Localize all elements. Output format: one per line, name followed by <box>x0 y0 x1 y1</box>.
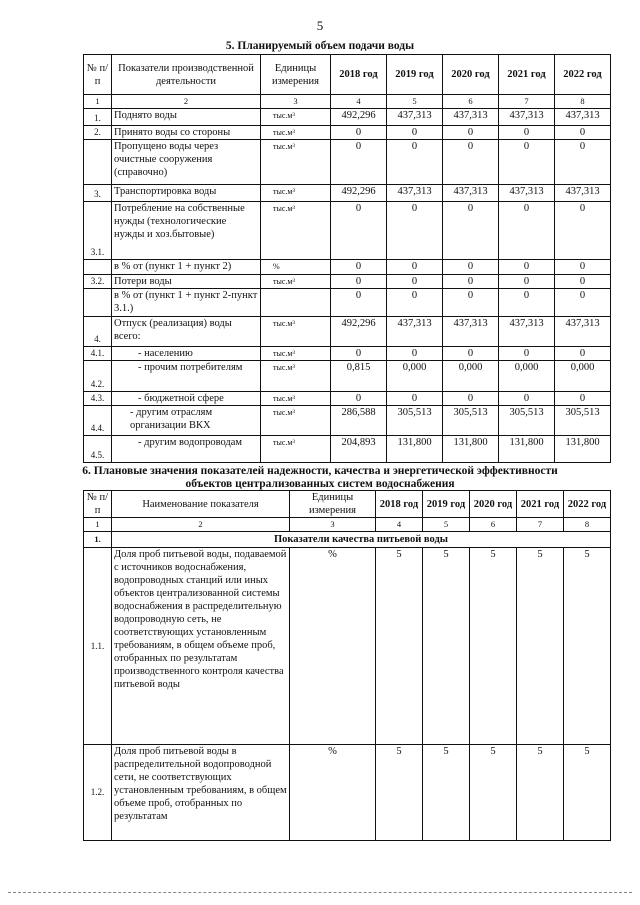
row-value: 0 <box>499 392 555 406</box>
row-value: 131,800 <box>387 436 443 463</box>
row-value: 0 <box>443 140 499 185</box>
table-row <box>84 436 611 463</box>
table-row <box>84 202 611 260</box>
section-5-title: 5. Планируемый объем подачи воды <box>225 40 415 52</box>
row-value: 0 <box>387 140 443 185</box>
row-value: 5 <box>376 745 423 841</box>
row-num: 1. <box>84 109 112 126</box>
row-value: 0 <box>499 275 555 289</box>
row-name: - другим отраслям организации ВКХ <box>112 406 261 436</box>
row-unit: тыс.м³ <box>261 275 331 289</box>
row-value: 5 <box>564 745 611 841</box>
row-name: Пропущено воды через очистные сооружения (справочно) <box>112 140 261 185</box>
row-value: 0 <box>387 260 443 275</box>
col-number: 3 <box>261 95 331 109</box>
row-value: 0 <box>331 275 387 289</box>
row-value: 5 <box>423 745 470 841</box>
row-value: 0,000 <box>443 361 499 392</box>
row-name: - населению <box>112 347 261 361</box>
row-unit: % <box>261 260 331 275</box>
row-unit: тыс.м³ <box>261 109 331 126</box>
table-row <box>84 126 611 140</box>
row-num <box>84 140 112 185</box>
row-value: 0 <box>499 260 555 275</box>
header-num: № п/п <box>84 491 112 518</box>
row-value: 0 <box>331 347 387 361</box>
row-value: 305,513 <box>555 406 611 436</box>
row-num: 4.3. <box>84 392 112 406</box>
row-name: Потребление на собственные нужды (технологические нужды и хоз.бытовые) <box>112 202 261 260</box>
row-value: 0 <box>555 275 611 289</box>
row-value: 0 <box>387 392 443 406</box>
row-unit: тыс.м³ <box>261 185 331 202</box>
row-value: 437,313 <box>499 109 555 126</box>
section-6-title-line2: объектов централизованных систем водоснабжения <box>185 478 455 490</box>
header-2021: 2021 год <box>517 491 564 518</box>
row-value: 437,313 <box>387 185 443 202</box>
row-value: 437,313 <box>387 317 443 347</box>
page-number: 5 <box>316 18 324 33</box>
row-value: 437,313 <box>555 185 611 202</box>
row-num: 3.2. <box>84 275 112 289</box>
row-name: Доля проб питьевой воды, подаваемой с источников водоснабжения, водопроводных станций или иных объектов централизованной системы водоснабжения в распределительную водопроводную сеть, не соответствующих установленным требованиям, в общем объеме проб, отобранных по результатам производственного контроля качества питьевой воды <box>112 548 290 745</box>
row-name: Отпуск (реализация) воды всего: <box>112 317 261 347</box>
header-2018: 2018 год <box>331 55 387 95</box>
row-unit: тыс.м³ <box>261 126 331 140</box>
row-num <box>84 289 112 317</box>
row-value: 5 <box>517 745 564 841</box>
row-value: 0 <box>331 202 387 260</box>
row-name: Доля проб питьевой воды в распределительной водопроводной сети, не соответствующих установленным требованиям, в общем объеме проб, отобранных по результатам <box>112 745 290 841</box>
row-value: 437,313 <box>555 317 611 347</box>
header-2020: 2020 год <box>470 491 517 518</box>
row-value: 131,800 <box>443 436 499 463</box>
col-number: 1 <box>84 518 112 532</box>
row-name: в % от (пункт 1 + пункт 2) <box>112 260 261 275</box>
row-name: Поднято воды <box>112 109 261 126</box>
row-name: Принято воды со стороны <box>112 126 261 140</box>
row-unit <box>261 289 331 317</box>
row-value: 5 <box>376 548 423 745</box>
header-indicator: Показатели производственной деятельности <box>112 55 261 95</box>
row-unit: тыс.м³ <box>261 202 331 260</box>
row-value: 492,296 <box>331 317 387 347</box>
col-number: 4 <box>331 95 387 109</box>
header-2021: 2021 год <box>499 55 555 95</box>
row-value: 5 <box>470 745 517 841</box>
row-name: Потери воды <box>112 275 261 289</box>
table-row <box>84 260 611 275</box>
row-value: 286,588 <box>331 406 387 436</box>
row-value: 0 <box>443 260 499 275</box>
row-value: 437,313 <box>443 185 499 202</box>
col-number: 5 <box>387 95 443 109</box>
header-unit: Единицы измерения <box>261 55 331 95</box>
row-num: 3.1. <box>84 202 112 260</box>
row-value: 131,800 <box>555 436 611 463</box>
row-value: 0 <box>443 275 499 289</box>
row-value: 305,513 <box>387 406 443 436</box>
row-value: 0 <box>499 202 555 260</box>
row-num: 2. <box>84 126 112 140</box>
row-num <box>84 260 112 275</box>
col-number: 4 <box>376 518 423 532</box>
row-value: 0 <box>555 347 611 361</box>
row-value: 0 <box>499 126 555 140</box>
row-value: 0 <box>499 289 555 317</box>
col-number: 5 <box>423 518 470 532</box>
row-unit: тыс.м³ <box>261 317 331 347</box>
col-number: 1 <box>84 95 112 109</box>
row-value: 0 <box>499 140 555 185</box>
row-num: 4.1. <box>84 347 112 361</box>
quality-indicators-table <box>83 490 611 841</box>
row-value: 437,313 <box>499 185 555 202</box>
col-number: 8 <box>555 95 611 109</box>
row-value: 5 <box>423 548 470 745</box>
row-value: 437,313 <box>387 109 443 126</box>
row-value: 0,000 <box>499 361 555 392</box>
row-unit: тыс.м³ <box>261 406 331 436</box>
col-number: 6 <box>443 95 499 109</box>
row-value: 492,296 <box>331 109 387 126</box>
table-row <box>84 109 611 126</box>
row-value: 0 <box>555 202 611 260</box>
header-2018: 2018 год <box>376 491 423 518</box>
row-unit: тыс.м³ <box>261 140 331 185</box>
row-num: 1.2. <box>84 745 112 841</box>
row-value: 0 <box>331 392 387 406</box>
col-number: 2 <box>112 518 290 532</box>
table-row <box>84 289 611 317</box>
col-number: 3 <box>290 518 376 532</box>
row-unit: тыс.м³ <box>261 347 331 361</box>
row-value: 305,513 <box>499 406 555 436</box>
row-value: 5 <box>517 548 564 745</box>
page-bottom-edge <box>8 892 632 893</box>
table-row <box>84 140 611 185</box>
row-unit: тыс.м³ <box>261 392 331 406</box>
row-name: - другим водопроводам <box>112 436 261 463</box>
row-value: 0 <box>555 140 611 185</box>
row-value: 0 <box>499 347 555 361</box>
row-num: 4.2. <box>84 361 112 392</box>
row-value: 131,800 <box>499 436 555 463</box>
row-unit: тыс.м³ <box>261 361 331 392</box>
row-name: Транспортировка воды <box>112 185 261 202</box>
section-6-rows <box>84 548 611 841</box>
row-value: 0 <box>331 140 387 185</box>
row-value: 0 <box>387 347 443 361</box>
row-unit: тыс.м³ <box>261 436 331 463</box>
header-unit: Единицы измерения <box>290 491 376 518</box>
table-row <box>84 347 611 361</box>
row-value: 0 <box>555 126 611 140</box>
row-value: 437,313 <box>555 109 611 126</box>
header-2022: 2022 год <box>555 55 611 95</box>
row-value: 0,000 <box>387 361 443 392</box>
row-value: 0,000 <box>555 361 611 392</box>
table-row <box>84 392 611 406</box>
section-6-title-line1: 6. Плановые значения показателей надежности, качества и энергетической эффективности <box>82 465 558 477</box>
row-value: 437,313 <box>499 317 555 347</box>
table-row <box>84 548 611 745</box>
header-num: № п/п <box>84 55 112 95</box>
col-number: 7 <box>517 518 564 532</box>
row-value: 5 <box>470 548 517 745</box>
row-unit: % <box>290 745 376 841</box>
row-value: 0 <box>331 126 387 140</box>
table-row <box>84 745 611 841</box>
header-2019: 2019 год <box>423 491 470 518</box>
row-value: 0 <box>443 392 499 406</box>
row-name: - бюджетной сфере <box>112 392 261 406</box>
col-number: 6 <box>470 518 517 532</box>
header-2022: 2022 год <box>564 491 611 518</box>
row-value: 0 <box>387 275 443 289</box>
row-value: 0 <box>443 202 499 260</box>
row-value: 0 <box>443 347 499 361</box>
row-value: 0 <box>555 392 611 406</box>
row-value: 5 <box>564 548 611 745</box>
section-5-rows <box>84 109 611 463</box>
row-name: в % от (пункт 1 + пункт 2-пункт 3.1.) <box>112 289 261 317</box>
row-num: 1.1. <box>84 548 112 745</box>
row-name: - прочим потребителям <box>112 361 261 392</box>
table-row <box>84 317 611 347</box>
row-value: 204,893 <box>331 436 387 463</box>
row-num: 4.5. <box>84 436 112 463</box>
group-title: Показатели качества питьевой воды <box>112 532 611 548</box>
header-2019: 2019 год <box>387 55 443 95</box>
row-value: 0 <box>555 260 611 275</box>
table-row <box>84 185 611 202</box>
row-value: 0 <box>387 202 443 260</box>
row-value: 437,313 <box>443 317 499 347</box>
row-value: 0,815 <box>331 361 387 392</box>
row-num: 4.4. <box>84 406 112 436</box>
table-row <box>84 275 611 289</box>
water-supply-table <box>83 54 611 463</box>
row-value: 0 <box>443 289 499 317</box>
col-number: 2 <box>112 95 261 109</box>
header-indicator: Наименование показателя <box>112 491 290 518</box>
table-row <box>84 361 611 392</box>
row-value: 305,513 <box>443 406 499 436</box>
row-value: 0 <box>443 126 499 140</box>
table-row <box>84 406 611 436</box>
row-num: 3. <box>84 185 112 202</box>
header-2020: 2020 год <box>443 55 499 95</box>
row-value: 0 <box>331 289 387 317</box>
row-value: 492,296 <box>331 185 387 202</box>
row-value: 0 <box>331 260 387 275</box>
row-value: 0 <box>555 289 611 317</box>
col-number: 7 <box>499 95 555 109</box>
row-unit: % <box>290 548 376 745</box>
row-value: 0 <box>387 289 443 317</box>
row-value: 0 <box>387 126 443 140</box>
col-number: 8 <box>564 518 611 532</box>
row-num: 4. <box>84 317 112 347</box>
group-num: 1. <box>84 532 112 548</box>
row-value: 437,313 <box>443 109 499 126</box>
